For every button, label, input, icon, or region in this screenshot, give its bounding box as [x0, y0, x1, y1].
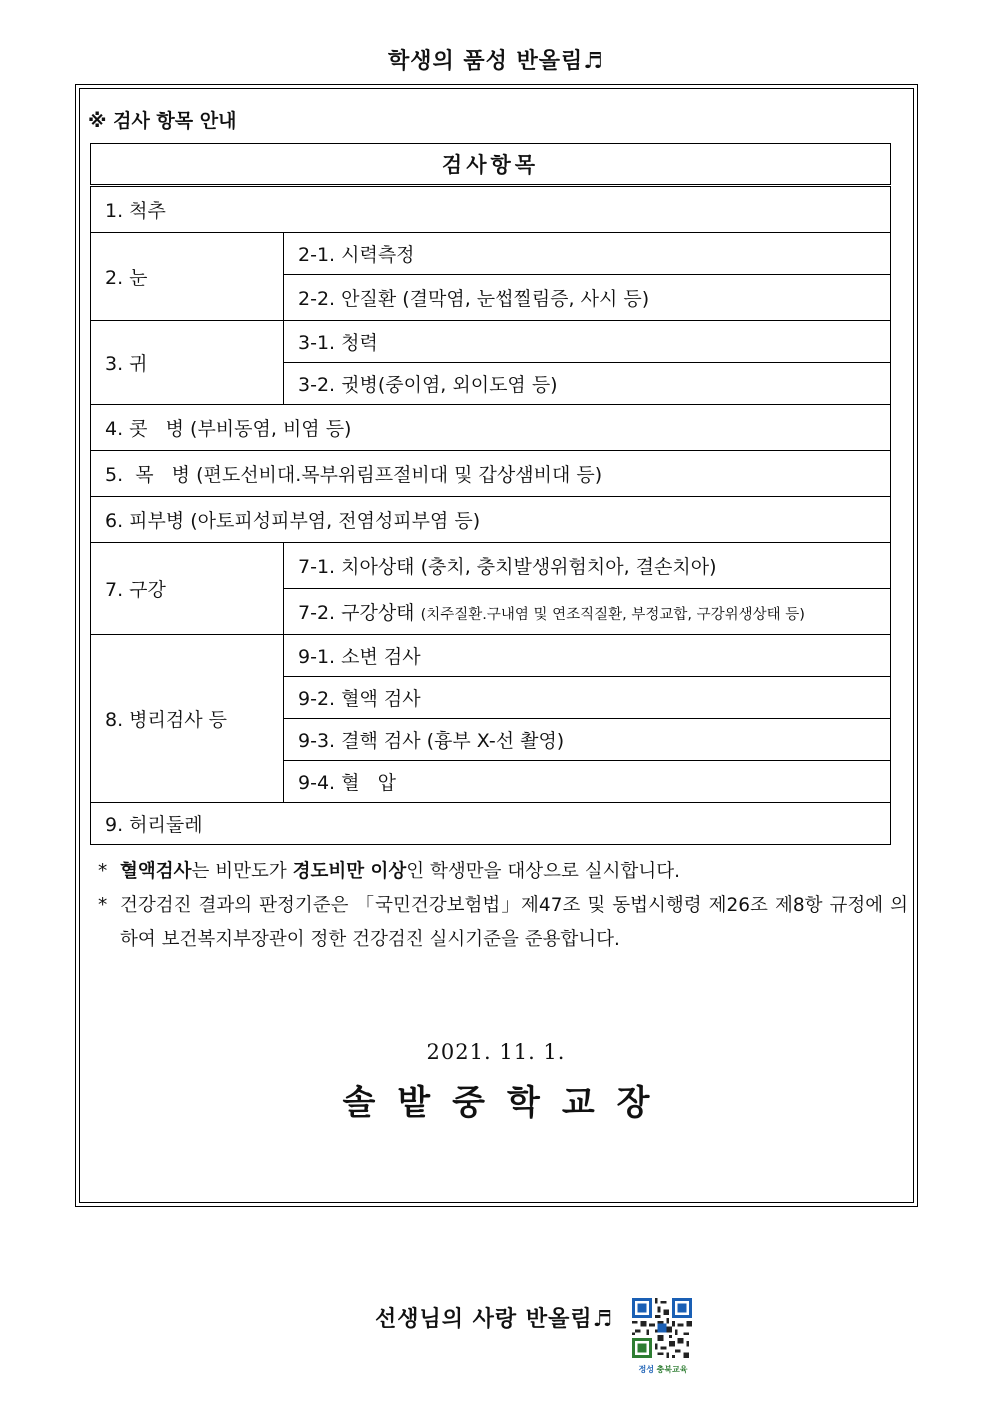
- table-cell-oral-condition: [284, 589, 891, 635]
- table-cell-tb-test: 9-3. 결핵 검사 (흉부 X-선 촬영): [284, 719, 891, 761]
- oral-condition-detail: (치주질환.구내염 및 연조직질환, 부정교합, 구강위생상태 등): [420, 607, 805, 623]
- note-bold-obesity: 경도비만 이상: [292, 861, 407, 882]
- footer-motto: 선생님의 사랑 반올림♬: [375, 1307, 614, 1332]
- document-date: 2021. 11. 1.: [426, 1040, 566, 1064]
- section-title: ※ 검사 항목 안내: [88, 110, 237, 132]
- page-header-motto: 학생의 품성 반올림♬: [387, 49, 605, 74]
- table-cell-urine-test: 9-1. 소변 검사: [284, 635, 891, 677]
- qr-caption-b: 충북교육: [656, 1365, 688, 1374]
- note-criteria-text: 건강검진 결과의 판정기준은 「국민건강보험법」제47조 및 동법시행령 제26조 제8항 규정에 의하여 보건복지부장관이 정한 건강검진 실시기준을 준용합니다.: [120, 895, 908, 950]
- note-blood-test: [98, 855, 908, 889]
- qr-caption-a: 정성: [638, 1365, 654, 1374]
- table-row-oral-label: 7. 구강: [91, 543, 284, 635]
- table-cell-ear-hearing: 3-1. 청력: [284, 321, 891, 363]
- table-row-throat: 5. 목 병 (편도선비대.목부위림프절비대 및 갑상샘비대 등): [91, 451, 891, 497]
- table-row-eye-label: 2. 눈: [91, 233, 284, 321]
- note-bold-blood-test: 혈액검사: [120, 861, 192, 882]
- table-row-pathology-label: 8. 병리검사 등: [91, 635, 284, 803]
- table-cell-blood-test: 9-2. 혈액 검사: [284, 677, 891, 719]
- table-cell-eye-disease: 2-2. 안질환 (결막염, 눈썹찔림증, 사시 등): [284, 275, 891, 321]
- inspection-items-table: [90, 143, 891, 845]
- table-cell-oral-teeth: 7-1. 치아상태 (충치, 충치발생위험치아, 결손치아): [284, 543, 891, 589]
- qr-caption: [632, 1364, 694, 1375]
- note-bullet: *: [98, 895, 108, 916]
- note-criteria: [98, 889, 908, 957]
- oral-condition-main: 7-2. 구강상태: [298, 602, 415, 624]
- note-text: 인 학생만을 대상으로 실시합니다.: [406, 861, 680, 882]
- footnotes: [98, 855, 908, 957]
- qr-code-block: [632, 1298, 694, 1375]
- table-cell-ear-disease: 3-2. 귓병(중이염, 외이도염 등): [284, 363, 891, 405]
- issuer-principal: 솔밭중학교장: [342, 1083, 672, 1123]
- table-cell-blood-pressure: 9-4. 혈 압: [284, 761, 891, 803]
- table-row-nose: 4. 콧 병 (부비동염, 비염 등): [91, 405, 891, 451]
- table-row-skin: 6. 피부병 (아토피성피부염, 전염성피부염 등): [91, 497, 891, 543]
- table-row-ear-label: 3. 귀: [91, 321, 284, 405]
- table-row-spine: 1. 척추: [91, 186, 891, 233]
- table-cell-eye-vision: 2-1. 시력측정: [284, 233, 891, 275]
- note-bullet: *: [98, 861, 108, 882]
- note-text: 는 비만도가: [191, 861, 293, 882]
- table-heading: 검사항목: [91, 144, 891, 186]
- table-row-waist: 9. 허리둘레: [91, 803, 891, 845]
- qr-code-icon: [632, 1298, 692, 1358]
